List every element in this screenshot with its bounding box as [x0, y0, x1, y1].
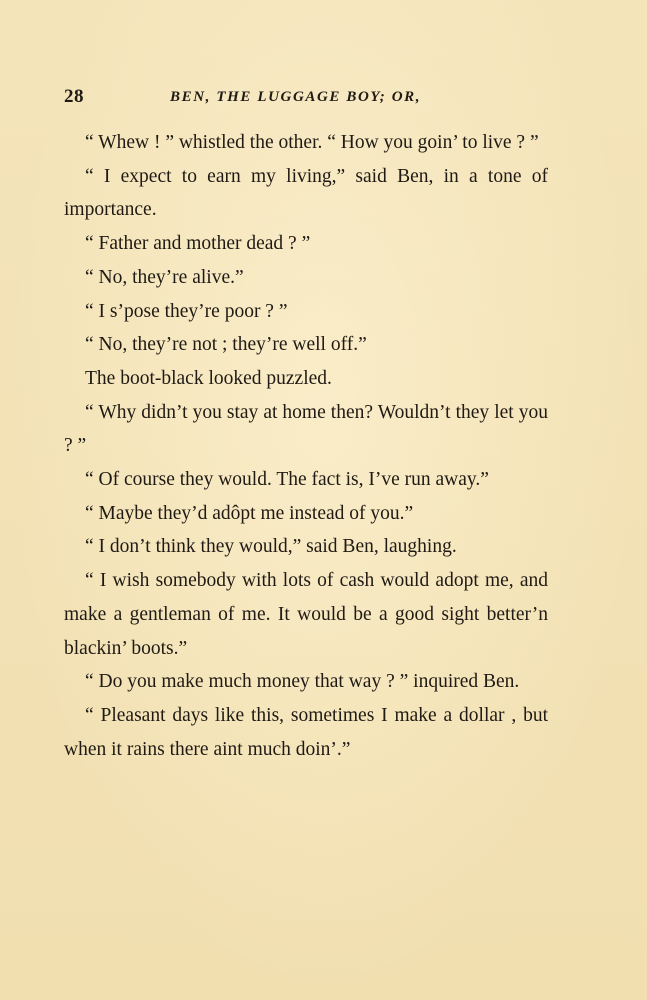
paragraph: “ I wish somebody with lots of cash would adopt me, and make a gentleman of me. It would be a good sight better’n blackin’ boots.” [64, 570, 548, 659]
body-text [64, 126, 548, 766]
paragraph: “ I don’t think they would,” said Ben, laughing. [85, 536, 457, 558]
paragraph: “ Pleasant days like this, sometimes I make a dollar , but when it rains there aint much doin’.” [64, 704, 548, 760]
paragraph: “ Whew ! ” whistled the other. “ How you goin’ to live ? ” [85, 132, 539, 153]
page-number: 28 [64, 86, 84, 107]
paragraph: “ No, they’re alive.” [85, 266, 244, 288]
paragraph: “ Father and mother dead ? ” [85, 233, 311, 255]
running-head: BEN, THE LUGGAGE BOY; OR, [170, 89, 422, 105]
paragraph: “ Maybe they’d adôpt me instead of you.” [85, 502, 414, 524]
paragraph: “ Do you make much money that way ? ” inquired Ben. [85, 671, 520, 693]
paragraph: “ No, they’re not ; they’re well off.” [85, 334, 367, 356]
paragraph: “ I expect to earn my living,” said Ben, in a tone of importance. [64, 165, 548, 221]
paragraph: “ Of course they would. The fact is, I’ve run away.” [85, 469, 489, 491]
paragraph: “ Why didn’t you stay at home then? Wouldn’t they let you ? ” [64, 401, 548, 457]
page-header [64, 86, 548, 110]
paragraph: “ I s’pose they’re poor ? ” [85, 300, 288, 322]
paragraph: The boot-black looked puzzled. [85, 367, 332, 389]
